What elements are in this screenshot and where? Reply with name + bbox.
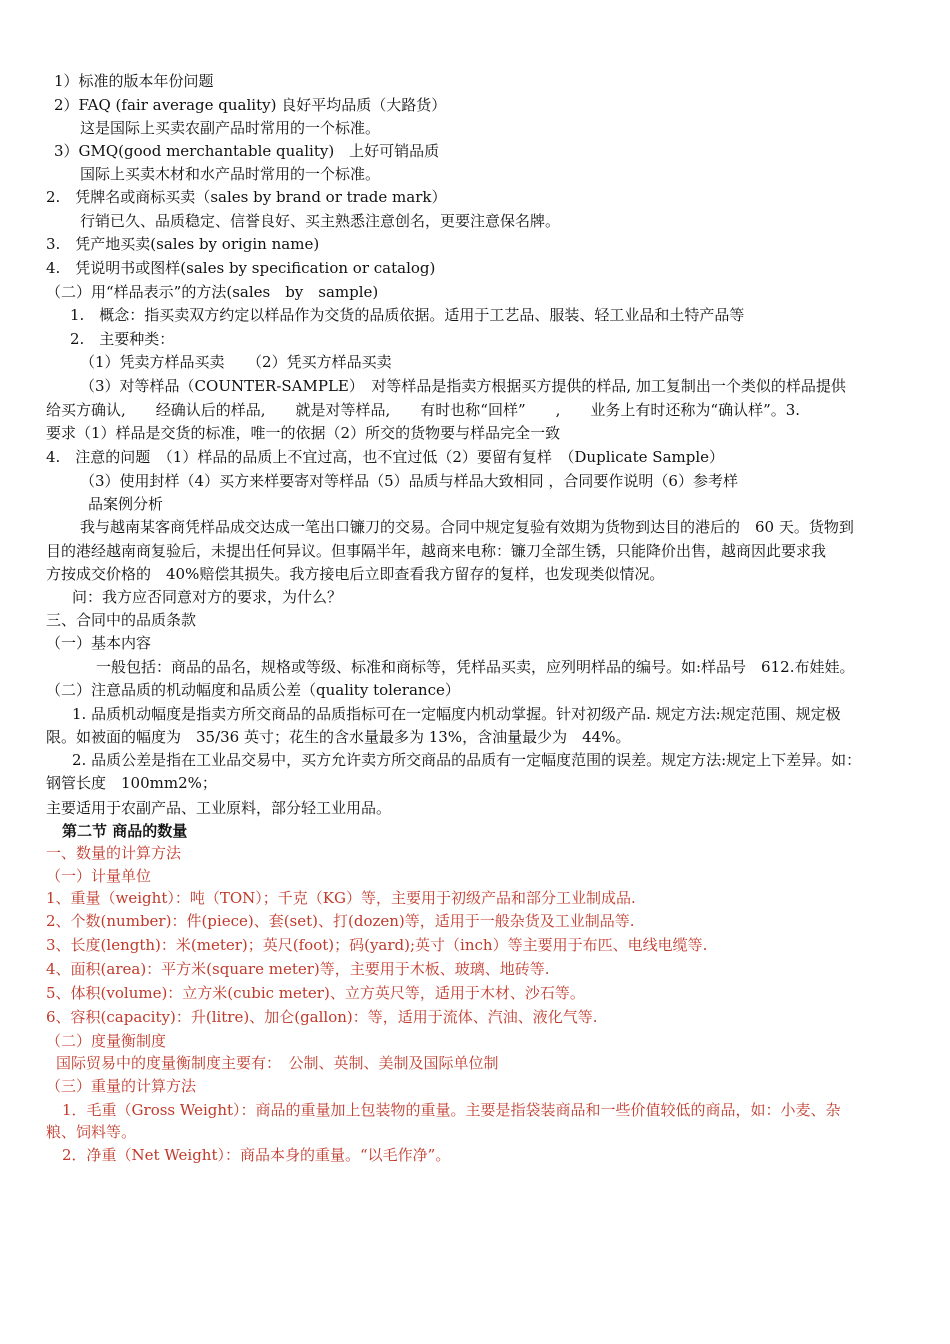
text-line: 2. 品质公差是指在工业品交易中，买方允许卖方所交商品的品质有一定幅度范围的误差。规定方法:规定上下差异。如： <box>72 751 862 769</box>
text-line: 主要适用于农副产品、工业原料，部分轻工业用品。 <box>46 799 392 817</box>
text-line: （一）基本内容 <box>46 634 152 652</box>
text-line: 1. 概念：指买卖双方约定以样品作为交货的品质依据。适用于工艺品、服装、轻工业品和土特产品等 <box>70 306 745 324</box>
text-line: （3）对等样品（COUNTER-SAMPLE） 对等样品是指卖方根据买方提供的样品, 加工复制出一个类似的样品提供 <box>80 377 846 395</box>
section-heading: 第二节 商品的数量 <box>62 822 188 840</box>
text-line: 方按成交价格的 40%赔偿其损失。我方接电后立即查看我方留存的复样，也发现类似情况。 <box>46 565 665 583</box>
text-line: 钢管长度 100mm2%； <box>46 774 217 792</box>
text-line: 2. 凭牌名或商标买卖（sales by brand or trade mark） <box>46 188 447 206</box>
text-line: 3）GMQ(good merchantable quality) 上好可销品质 <box>54 142 440 160</box>
text-line: 这是国际上买卖农副产品时常用的一个标准。 <box>80 119 381 137</box>
text-line: 3. 凭产地买卖(sales by origin name) <box>46 235 320 253</box>
list-item: 6、容积(capacity)：升(litre)、加仑(gallon)：等，适用于流体、汽油、液化气等. <box>46 1008 598 1026</box>
text-line: 2．净重（Net Weight）：商品本身的重量。“以毛作净”。 <box>62 1146 451 1164</box>
text-line: 2. 主要种类： <box>70 330 175 348</box>
text-line: 行销已久、品质稳定、信誉良好、买主熟悉注意创名，更要注意保名牌。 <box>80 212 561 230</box>
section-heading: 一、数量的计算方法 <box>46 844 182 862</box>
list-item: 4、面积(area)：平方米(square meter)等，主要用于木板、玻璃、地砖等. <box>46 960 550 978</box>
list-item: 3、长度(length)：米(meter)；英尺(foot)；码(yard);英寸（inch）等主要用于布匹、电线电缆等. <box>46 936 708 954</box>
text-line: （1）凭卖方样品买卖 （2）凭买方样品买卖 <box>80 353 392 371</box>
text-line: 一般包括：商品的品名，规格或等级、标准和商标等，凭样品买卖，应列明样品的编号。如:样品号 612.布娃娃。 <box>96 658 855 676</box>
text-line: 2）FAQ (fair average quality) 良好平均品质（大路货） <box>54 96 447 114</box>
text-line: （3）使用封样（4）买方来样要寄对等样品（5）品质与样品大致相同 ，合同要作说明（6）参考样 <box>80 472 738 490</box>
text-line: 国际贸易中的度量衡制度主要有： 公制、英制、美制及国际单位制 <box>56 1054 499 1072</box>
text-line: 粮、饲料等。 <box>46 1123 137 1141</box>
text-line: 给买方确认, 经确认后的样品, 就是对等样品, 有时也称“回样” , 业务上有时还称为“确认样”。3. <box>46 401 801 419</box>
text-line: 1）标准的版本年份问题 <box>54 72 214 90</box>
text-line: 我与越南某客商凭样品成交达成一笔出口镰刀的交易。合同中规定复验有效期为货物到达目的港后的 60 天。货物到 <box>80 518 854 536</box>
list-item: 2、个数(number)：件(piece)、套(set)、打(dozen)等，适用于一般杂货及工业制品等. <box>46 912 635 930</box>
text-line: 4. 凭说明书或图样(sales by specification or catalog) <box>46 259 436 277</box>
text-line: 限。如被面的幅度为 35/36 英寸；花生的含水量最多为 13%，含油量最少为 44%。 <box>46 728 631 746</box>
text-line: 国际上买卖木材和水产品时常用的一个标准。 <box>80 165 381 183</box>
text-line: （三）重量的计算方法 <box>46 1077 197 1095</box>
text-line: 4. 注意的问题 （1）样品的品质上不宜过高，也不宜过低（2）要留有复样 （Duplicate Sample） <box>46 448 725 466</box>
section-heading: 三、合同中的品质条款 <box>46 611 197 629</box>
text-line: 要求（1）样品是交货的标准，唯一的依据（2）所交的货物要与样品完全一致 <box>46 424 561 442</box>
text-line: （二）注意品质的机动幅度和品质公差（quality tolerance） <box>46 681 460 699</box>
text-line: （一）计量单位 <box>46 867 152 885</box>
text-line: 1．毛重（Gross Weight）：商品的重量加上包装物的重量。主要是指袋装商品和一些价值较低的商品，如：小麦、杂 <box>62 1101 841 1119</box>
text-line: 1. 品质机动幅度是指卖方所交商品的品质指标可在一定幅度内机动掌握。针对初级产品. 规定方法:规定范围、规定极 <box>72 705 841 723</box>
text-line: （二）用“样品表示”的方法(sales by sample) <box>46 283 379 301</box>
text-line: 品案例分析 <box>88 495 164 513</box>
text-line: （二）度量衡制度 <box>46 1032 167 1050</box>
text-line: 目的港经越南商复验后，未提出任何异议。但事隔半年，越商来电称：镰刀全部生锈，只能降价出售，越商因此要求我 <box>46 542 827 560</box>
text-line: 问：我方应否同意对方的要求，为什么？ <box>72 588 343 606</box>
list-item: 1、重量（weight）：吨（TON）；千克（KG）等，主要用于初级产品和部分工业制成品. <box>46 889 636 907</box>
list-item: 5、体积(volume)：立方米(cubic meter)、立方英尺等，适用于木材、沙石等。 <box>46 984 585 1002</box>
